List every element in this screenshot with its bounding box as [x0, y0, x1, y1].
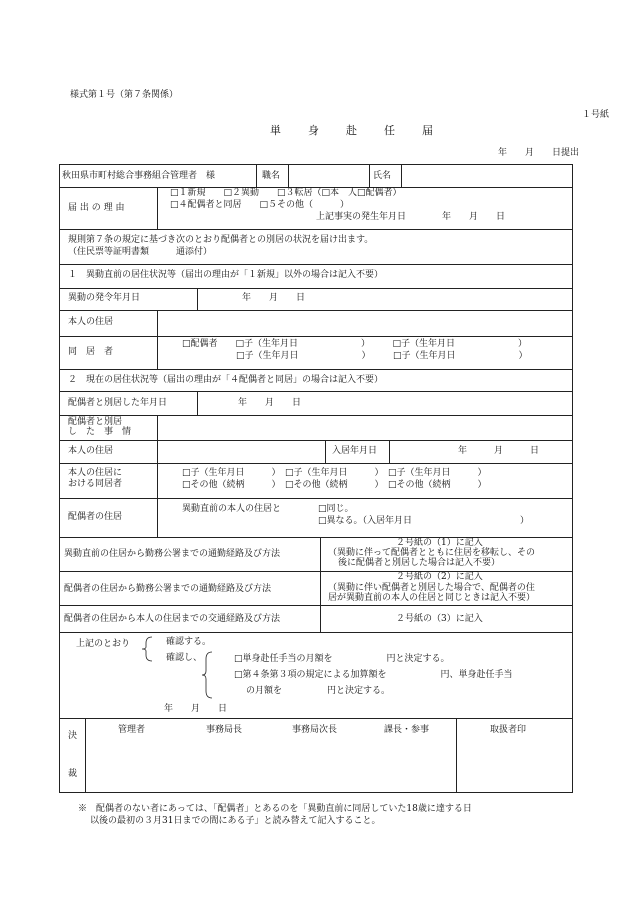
move-in-date-value[interactable]: 年 月 日	[458, 446, 540, 456]
prior-residence-label: 本人の住居	[68, 317, 114, 327]
footnote-line1: ※ 配偶者のない者にあっては、「配偶者」とあるのを「異動直前に同居していた18歳に達する日	[78, 804, 472, 814]
current-residence-label: 本人の住居	[68, 446, 114, 456]
reason-options-line2[interactable]: □４配偶者と同居 □５その他（ ）	[170, 200, 350, 210]
route2-note2: （異動に伴い配偶者と別居した場合で、配偶者の住	[328, 583, 535, 593]
route1-note1: ２号紙の（1）に記入	[396, 538, 483, 548]
approval-col-handler-seal: 取扱者印	[490, 725, 527, 735]
regulation-text: 規則第７条の規定に基づき次のとおり配偶者との別居の状況を届け出ます。	[68, 235, 374, 245]
cohabitant-label: 同 居 者	[68, 347, 114, 357]
approval-label-top: 決	[68, 731, 78, 741]
form-number: 様式第１号（第７条関係）	[70, 90, 179, 100]
route2-note3: 居が異動直前の本人の住居と同じときは記入不要）	[328, 593, 536, 603]
route2-label: 配偶者の住居から勤務公署までの通勤経路及び方法	[64, 584, 272, 594]
current-cohabitant-label2: おける同居者	[68, 479, 123, 489]
approval-col-deputy: 事務局次長	[292, 725, 338, 735]
separation-reason-label2: し た 事 情	[68, 427, 132, 437]
sheet-number: １号紙	[582, 110, 610, 120]
reason-label: 届 出 の 理 由	[68, 203, 125, 213]
confirm-decide-option[interactable]: 確認し、	[166, 653, 203, 663]
decision-option-addition-cont: の月額を 円と決定する。	[246, 686, 391, 696]
cohabitant-line2[interactable]: □子（生年月日 ） □子（生年月日 ）	[182, 351, 528, 361]
section1-heading: １ 異動直前の居住状況等（届出の理由が「１新規」以外の場合は記入不要）	[68, 270, 384, 280]
submission-date: 年 月 日提出	[498, 148, 580, 158]
attachment-note: （住民票等証明書類 通添付）	[68, 247, 213, 257]
confirm-option[interactable]: 確認する。	[166, 637, 212, 647]
separation-date-value[interactable]: 年 月 日	[238, 398, 302, 408]
brace-icon-2	[200, 651, 214, 699]
decision-option-monthly[interactable]: □単身赴任手当の月額を 円と決定する。	[234, 654, 450, 664]
current-cohabitant-label1: 本人の住居に	[68, 468, 123, 478]
separation-date-label: 配偶者と別居した年月日	[68, 398, 168, 408]
post-label: 職名	[262, 171, 281, 181]
current-cohabitant-line1[interactable]: □子（生年月日 ） □子（生年月日 ） □子（生年月日 ）	[182, 468, 487, 478]
route3-label: 配偶者の住居から本人の住居までの交通経路及び方法	[64, 614, 281, 624]
route1-note2: （異動に伴って配偶者とともに住居を移転し、その	[328, 548, 536, 558]
route2-note1: ２号紙の（2）に記入	[396, 572, 483, 582]
confirm-lead: 上記のとおり	[76, 639, 131, 649]
addressee: 秋田県市町村総合事務組合管理者 様	[62, 171, 216, 181]
reason-occurrence-date: 上記事実の発生年月日 年 月 日	[316, 212, 506, 222]
approval-col-section-chief: 課長・参事	[384, 725, 430, 735]
current-cohabitant-line2[interactable]: □その他（続柄 ） □その他（続柄 ） □その他（続柄 ）	[182, 480, 487, 490]
confirm-date[interactable]: 年 月 日	[164, 704, 228, 714]
section2-heading: ２ 現在の居住状況等（届出の理由が「４配偶者と同居」の場合は記入不要）	[68, 375, 384, 385]
page-title: 単身赴任届	[270, 124, 460, 137]
approval-label-bottom: 裁	[68, 769, 78, 779]
move-in-date-label: 入居年月日	[332, 446, 378, 456]
decision-option-addition[interactable]: □第４条第３項の規定による加算額を 円、単身赴任手当	[234, 670, 513, 680]
name-label: 氏名	[373, 171, 392, 181]
cohabitant-line1[interactable]: □配偶者 □子（生年月日 ） □子（生年月日 ）	[182, 339, 528, 349]
separation-reason-label1: 配偶者と別居	[68, 417, 123, 427]
form-table	[59, 164, 573, 793]
spouse-residence-same[interactable]: □同じ。	[318, 504, 354, 514]
route3-note1: ２号紙の（3）に記入	[396, 614, 483, 624]
transfer-date-label: 異動の発令年月日	[68, 293, 141, 303]
reason-options-line1[interactable]: □１新規 □２異動 □３転居（□本 人□配偶者）	[170, 188, 402, 198]
transfer-date-value[interactable]: 年 月 日	[242, 293, 306, 303]
spouse-residence-different[interactable]: □異なる。（入居年月日 ）	[318, 516, 530, 526]
approval-col-director: 事務局長	[206, 725, 243, 735]
brace-icon	[140, 636, 154, 662]
spouse-residence-text: 異動直前の本人の住居と	[182, 504, 282, 514]
route1-note3: 後に配偶者と別居した場合は記入不要）	[338, 558, 501, 568]
footnote-line2: 以後の最初の３月31日までの間にある子」と読み替えて記入すること。	[90, 816, 381, 826]
approval-col-manager: 管理者	[118, 725, 146, 735]
route1-label: 異動直前の住居から勤務公署までの通勤経路及び方法	[64, 549, 281, 559]
spouse-residence-label: 配偶者の住居	[68, 512, 123, 522]
